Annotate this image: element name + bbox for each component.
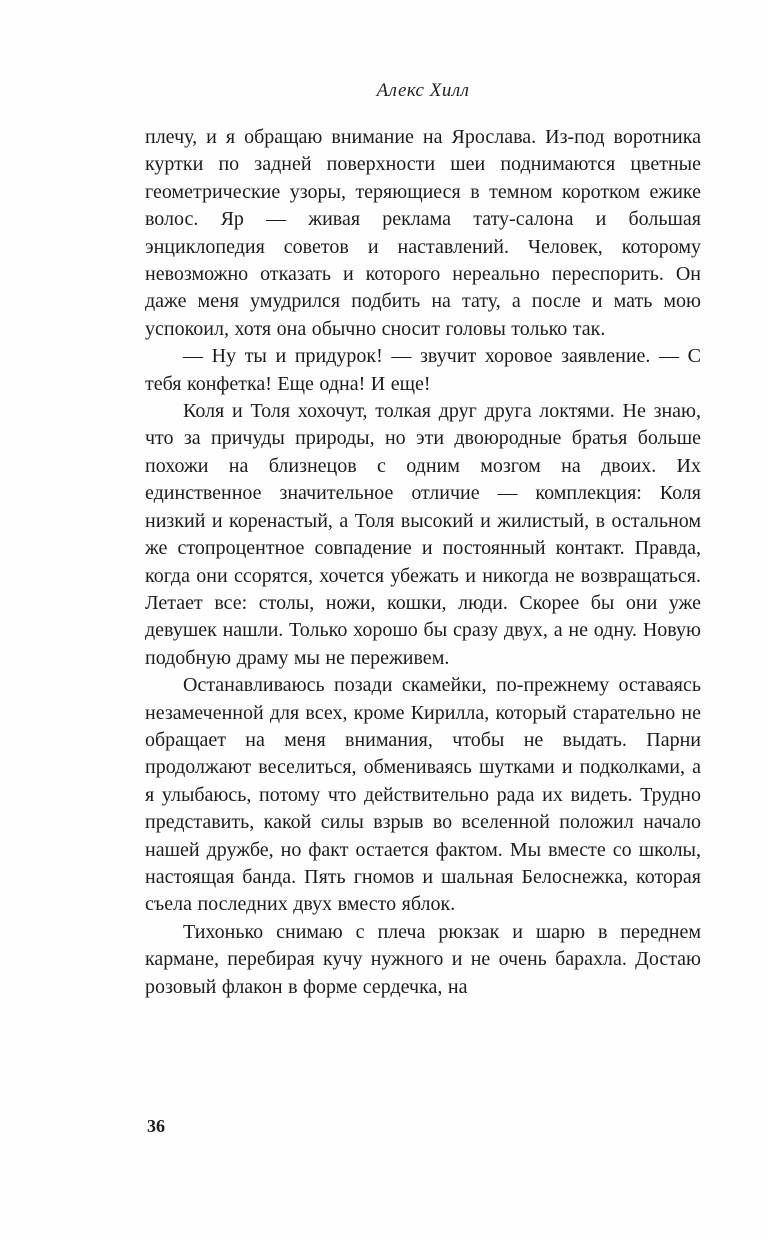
paragraph: Останавливаюсь позади скамейки, по-прежнему оставаясь незамеченной для всех, кроме Кирилла, который старательно не обращает на меня внимания, чтобы не выдать. Парни продолжают веселиться, обмениваясь шутками и подколками, а я улыбаюсь, потому что действительно рада их видеть. Трудно представить, какой силы взрыв во вселенной положил начало нашей дружбе, но факт остается фактом. Мы вместе со школы, настоящая банда. Пять гномов и шальная Белоснежка, которая съела последних двух вместо яблок. — [145, 674, 701, 916]
paragraph: Коля и Толя хохочут, толкая друг друга локтями. Не знаю, что за причуды природы, но эти двоюродные братья больше похожи на близнецов с одним мозгом на двоих. Их единственное значительное отличие — комплекция: Коля низкий и коренастый, а Толя высокий и жилистый, в остальном же стопроцентное совпадение и постоянный контакт. Правда, когда они ссорятся, хочется убежать и никогда не возвращаться. Летает все: столы, ножи, кошки, люди. Скорее бы они уже девушек нашли. Только хорошо бы сразу двух, а не одну. Новую подобную драму мы не переживем. — [145, 400, 701, 669]
page-body — [145, 124, 701, 1001]
paragraph: плечу, и я обращаю внимание на Ярослава. Из-под воротника куртки по задней поверхности шеи поднимаются цветные геометрические узоры, теряющиеся в темном коротком ежике волос. Яр — живая реклама тату-салона и большая энциклопедия советов и наставлений. Человек, которому невозможно отказать и которого нереально переспорить. Он даже меня умудрился подбить на тату, а после и мать мою успокоил, хотя она обычно сносит головы только так. — [145, 126, 701, 340]
paragraph: Тихонько снимаю с плеча рюкзак и шарю в переднем кармане, перебирая кучу нужного и не очень барахла. Достаю розовый флакон в форме сердечка, на — [145, 920, 701, 998]
running-header-author: Алекс Хилл — [376, 80, 470, 101]
page-number: 36 — [147, 1116, 165, 1136]
paragraph: — Ну ты и придурок! — звучит хоровое заявление. — С тебя конфетка! Еще одна! И еще! — [145, 345, 701, 395]
